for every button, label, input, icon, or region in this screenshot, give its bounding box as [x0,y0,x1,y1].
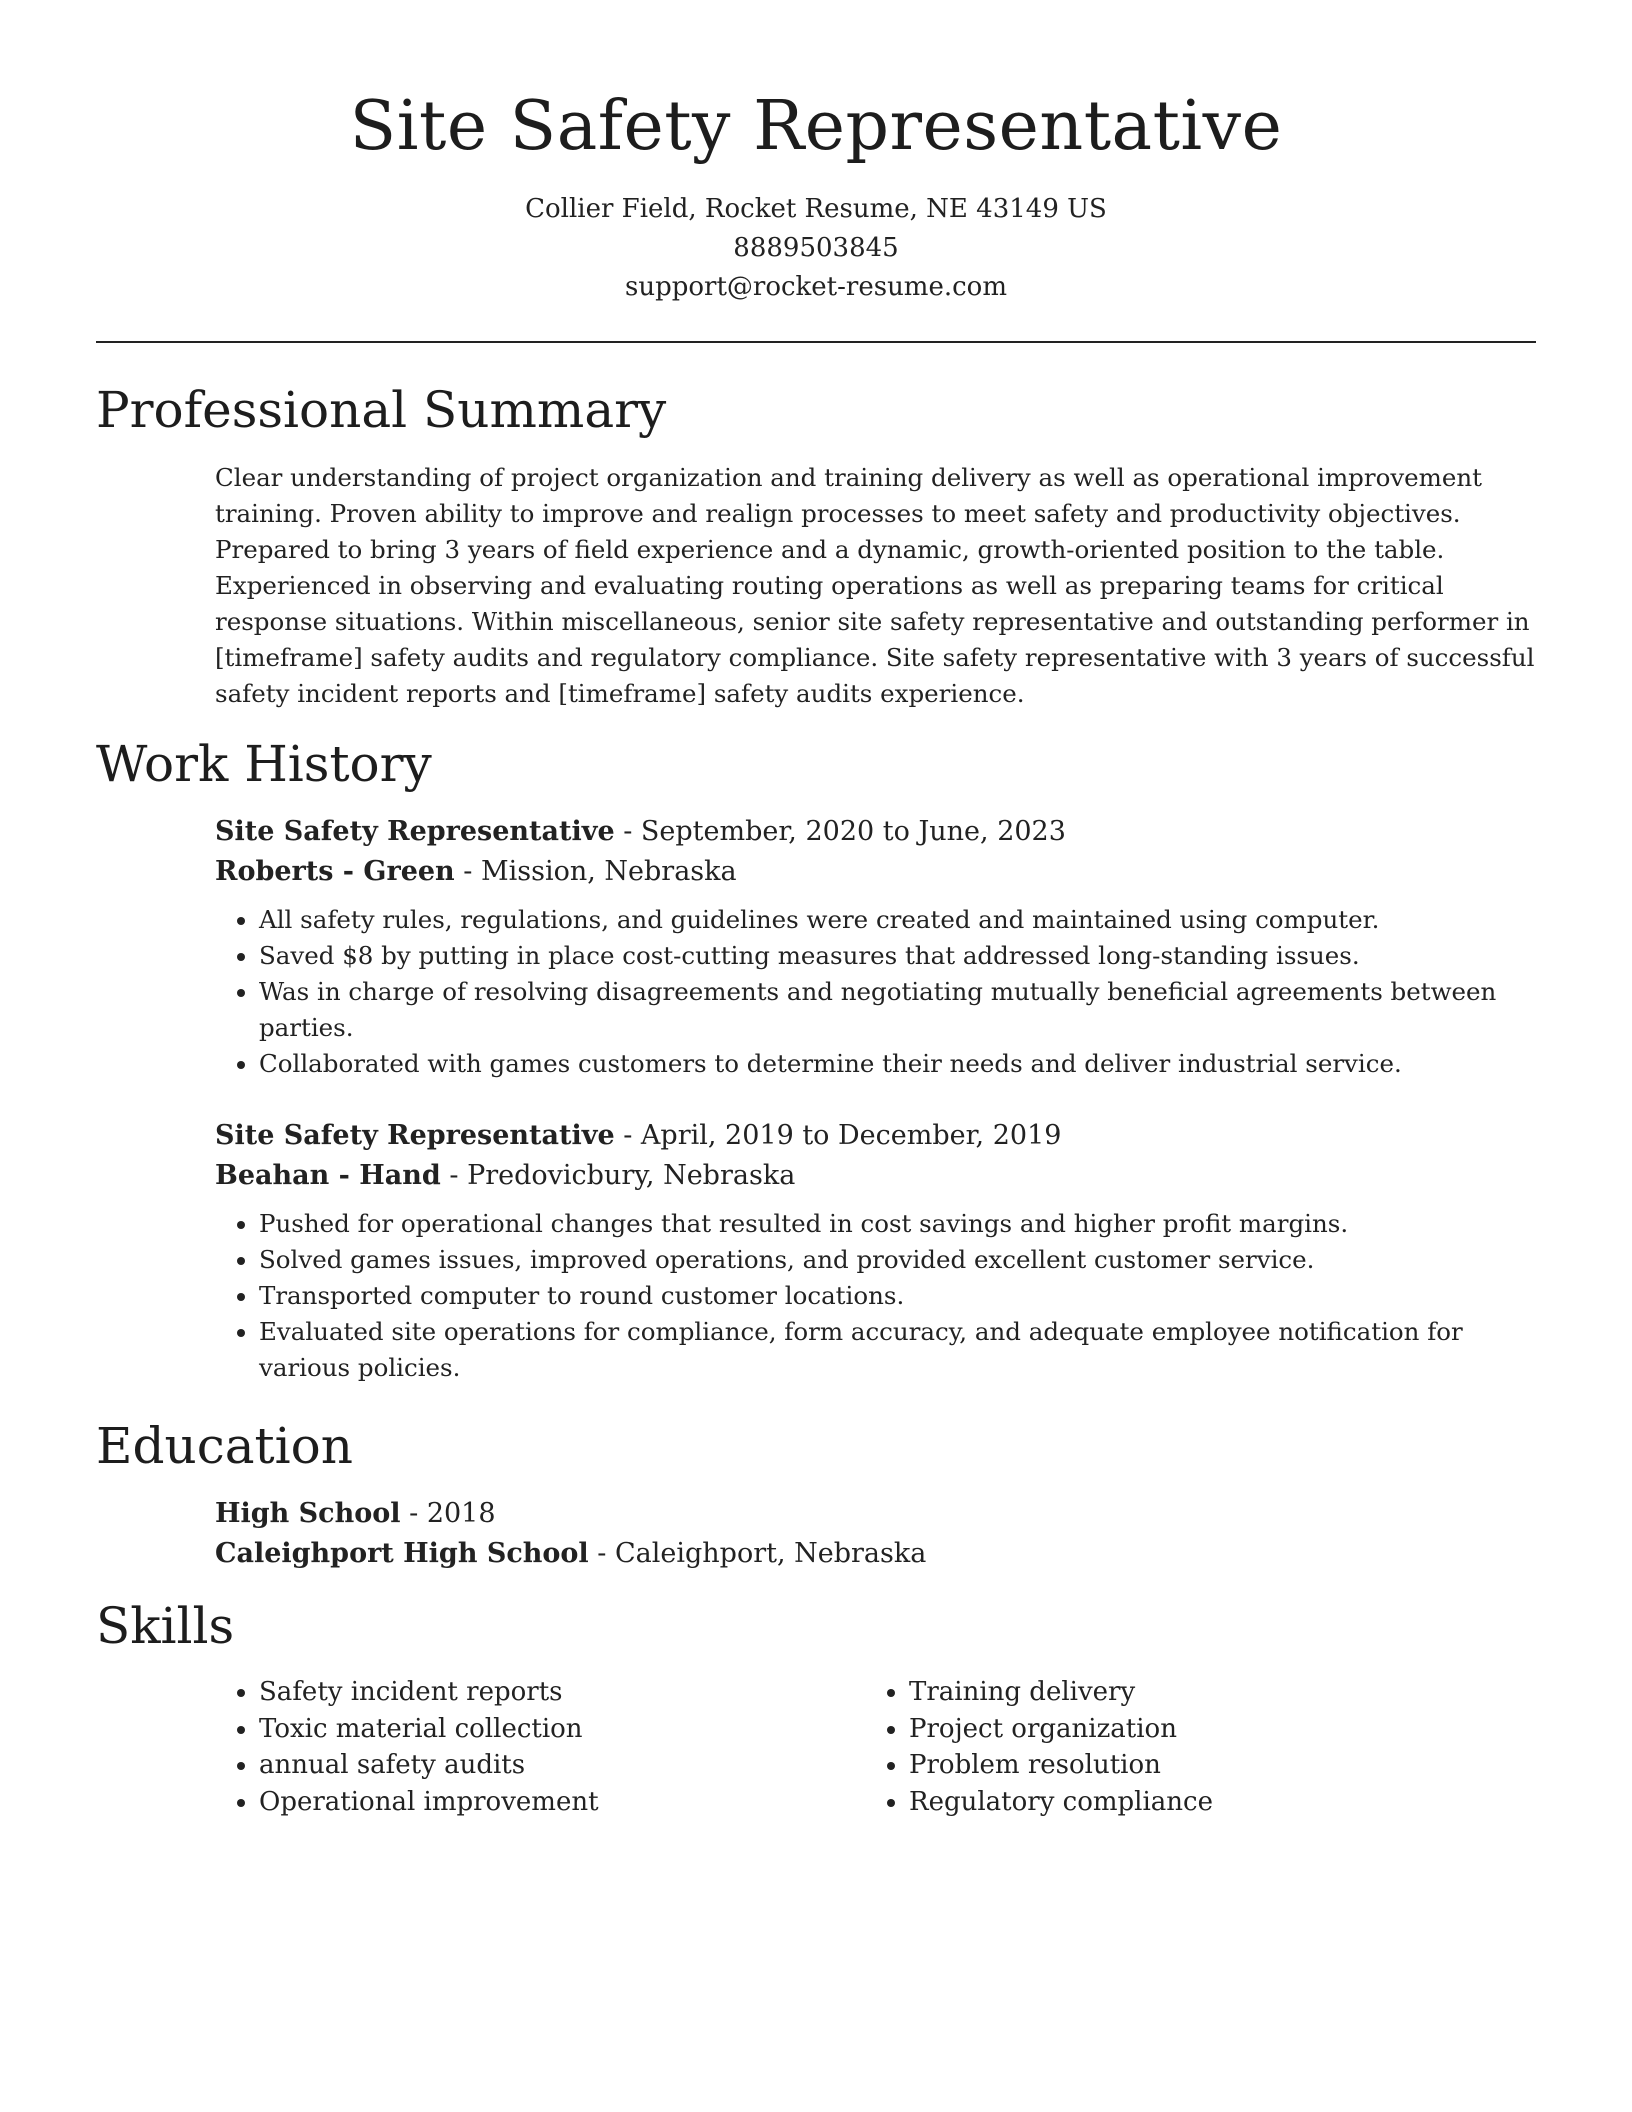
skills-heading: Skills [96,1597,235,1655]
job-location: - Predovicbury, Nebraska [440,1160,796,1191]
skills-list [215,1674,865,1820]
resume-header [96,82,1536,307]
job-duties-list [215,1206,1536,1386]
job-duty-item: • Evaluated site operations for compliance, form accuracy, and adequate employee notification for various policies. [259,1314,1536,1386]
education-entry [215,1494,1536,1574]
job-company-line [215,852,1536,892]
job-duty-item: • Transported computer to round customer locations. [259,1278,1536,1314]
contact-email: support@rocket-resume.com [624,272,1007,302]
skill-item: • Training delivery [909,1674,1515,1711]
contact-info [96,190,1536,307]
job-role: Site Safety Representative [215,816,615,847]
job-dates: - September, 2020 to June, 2023 [614,816,1066,847]
skills-column-left [215,1674,865,1820]
job-role: Site Safety Representative [215,1120,615,1151]
job-title-line [215,812,1536,852]
job-duty-item: • Was in charge of resolving disagreements and negotiating mutually beneficial agreements between parties. [259,974,1536,1046]
education-school-line [215,1534,1536,1574]
skill-item: • Operational improvement [259,1784,865,1821]
skill-item: • Regulatory compliance [909,1784,1515,1821]
job-title-line [215,1116,1536,1156]
job-dates: - April, 2019 to December, 2019 [614,1120,1062,1151]
job-entry [215,1116,1536,1386]
summary-text: Clear understanding of project organization and training delivery as well as operational improvement training. Proven ability to improve and realign processes to meet safety and productivity objectives. Prepared to bring 3 years of field experience and a dynamic, growth-oriented position to the table. Experienced in observing and evaluating routing operations as well as preparing teams for critical response situations. Within miscellaneous, senior site safety representative and outstanding performer in [timeframe] safety audits and regulatory compliance. Site safety representative with 3 years of successful safety incident reports and [timeframe] safety audits experience. [215,463,1535,708]
job-duty-item: • Pushed for operational changes that resulted in cost savings and higher profit margins. [259,1206,1536,1242]
skills-columns [215,1674,1536,1820]
job-company: Beahan - Hand [215,1160,441,1191]
job-company: Roberts - Green [215,856,455,887]
job-company-line [215,1156,1536,1196]
work-history-heading: Work History [96,735,432,793]
contact-address: Collier Field, Rocket Resume, NE 43149 US [525,194,1107,224]
education-heading: Education [96,1417,353,1475]
education-location: - Caleighport, Nebraska [588,1538,927,1569]
skill-item: • annual safety audits [259,1747,865,1784]
skills-section [215,1674,1536,1820]
skill-item: • Problem resolution [909,1747,1515,1784]
job-entry [215,812,1536,1082]
job-duty-item: • Solved games issues, improved operations, and provided excellent customer service. [259,1242,1536,1278]
job-duty-item: • Saved $8 by putting in place cost-cutting measures that addressed long-standing issues. [259,938,1536,974]
skill-item: • Safety incident reports [259,1674,865,1711]
job-duties-list [215,902,1536,1082]
skills-list [865,1674,1515,1820]
skill-item: • Toxic material collection [259,1711,865,1748]
education-degree: High School [215,1498,401,1529]
header-divider [96,341,1536,343]
candidate-name: Site Safety Representative [349,87,1283,166]
education-year: - 2018 [400,1498,496,1529]
education-school: Caleighport High School [215,1538,589,1569]
education-degree-line [215,1494,1536,1534]
job-duty-item: • Collaborated with games customers to determine their needs and deliver industrial service. [259,1046,1536,1082]
summary-section [215,460,1536,712]
summary-heading: Professional Summary [96,381,667,439]
skill-item: • Project organization [909,1711,1515,1748]
skills-column-right [865,1674,1515,1820]
job-duty-item: • All safety rules, regulations, and guidelines were created and maintained using computer. [259,902,1536,938]
contact-phone: 8889503845 [733,233,899,263]
job-location: - Mission, Nebraska [454,856,737,887]
